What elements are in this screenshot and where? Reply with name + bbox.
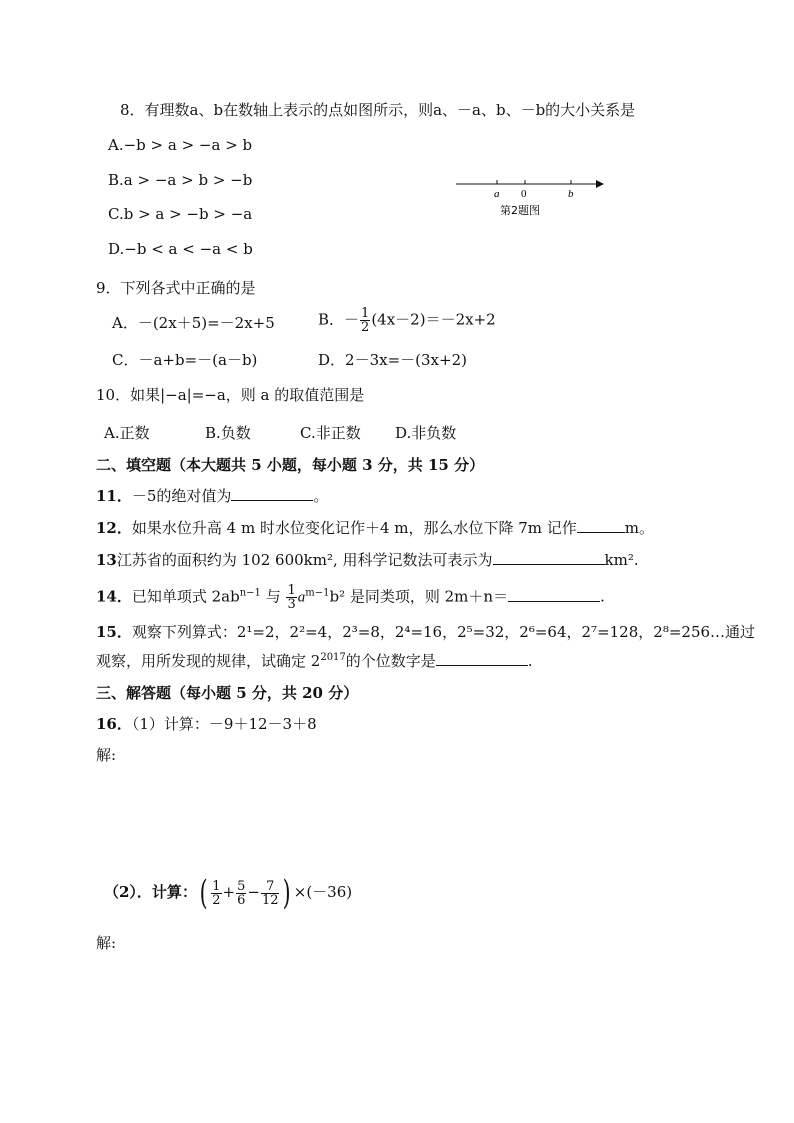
- q9-option-c: C．－a+b=－(a－b): [112, 351, 258, 369]
- q11-blank: [231, 486, 313, 501]
- q12: 12．如果水位升高 4 m 时水位变化记作＋4 m，那么水位下降 7m 记作 m。: [96, 519, 655, 537]
- q8-option-b: B.a > −a > b > −b: [108, 171, 253, 189]
- label-zero: 0: [521, 188, 527, 200]
- q16-part2: （2）．计算：( $\frac{1}{2}$ + $\frac{5}{6}$ − $\frac{7}{12}$ ) ×(－36): [104, 873, 353, 913]
- q9-option-d: D．2－3x=－(3x+2): [318, 351, 467, 369]
- q10-option-d: D.非负数: [395, 424, 457, 442]
- q11: 11．－5的绝对值为 。: [96, 487, 329, 505]
- q10-stem: 10．如果|−a|=−a，则 a 的取值范围是: [96, 386, 365, 404]
- number-line-figure: [450, 170, 610, 225]
- q14-blank: [508, 587, 600, 602]
- section-solve-heading: 三、解答题（每小题 5 分，共 20 分）: [96, 684, 359, 702]
- q9-b-fraction: $\frac{1}{2}$: [361, 306, 370, 335]
- q8-stem: 8．有理数a、b在数轴上表示的点如图所示，则a、－a、b、－b的大小关系是: [120, 101, 636, 119]
- q16-part1: 16．（1）计算：－9＋12－3＋8: [96, 715, 317, 733]
- label-b: b: [568, 188, 574, 200]
- q8-option-a: A.−b > a > −a > b: [108, 136, 253, 154]
- q13: 13江苏省的面积约为 102 600km², 用科学记数法可表示为 km².: [96, 551, 639, 569]
- q16-answer-label-2: 解:: [96, 934, 117, 952]
- q9-option-b: B．－ $\frac{1}{2}$ (4x－2)＝－2x+2: [318, 306, 496, 335]
- q14: 14．已知单项式 $2ab^{n-1}$ 与 $\frac{1}{3}$ $a^{m-1}b^2$ 是同类项，则 2m＋n＝ .: [96, 583, 605, 612]
- q9-stem: 9．下列各式中正确的是: [96, 279, 256, 297]
- q15-line2: 观察，用所发现的规律，试确定 $2^{2017}$的个位数字是 .: [96, 652, 533, 670]
- q16-answer-label-1: 解:: [96, 746, 117, 764]
- q15-line1: 15．观察下列算式：2¹=2，2²=4，2³=8，2⁴=16，2⁵=32，2⁶=64，2⁷=128，2⁸=256…通过: [96, 623, 756, 641]
- q13-blank: [493, 550, 605, 565]
- number-line-arrow: [596, 180, 604, 188]
- q10-option-a: A.正数: [104, 424, 150, 442]
- q9-option-a: A．－(2x＋5)=－2x+5: [112, 314, 275, 332]
- q10-option-c: C.非正数: [300, 424, 361, 442]
- q8-option-c: C.b > a > −b > −a: [108, 205, 253, 223]
- q12-blank: [577, 518, 625, 533]
- section-fill-in-heading: 二、填空题（本大题共 5 小题，每小题 3 分，共 15 分）: [96, 456, 485, 474]
- q14-fraction: $\frac{1}{3}$: [287, 583, 296, 612]
- q10-option-b: B.负数: [205, 424, 251, 442]
- label-a: a: [494, 188, 500, 200]
- q8-option-d: D.−b < a < −a < b: [108, 240, 253, 258]
- q15-blank: [436, 651, 528, 666]
- figure-caption: 第2题图: [500, 204, 540, 217]
